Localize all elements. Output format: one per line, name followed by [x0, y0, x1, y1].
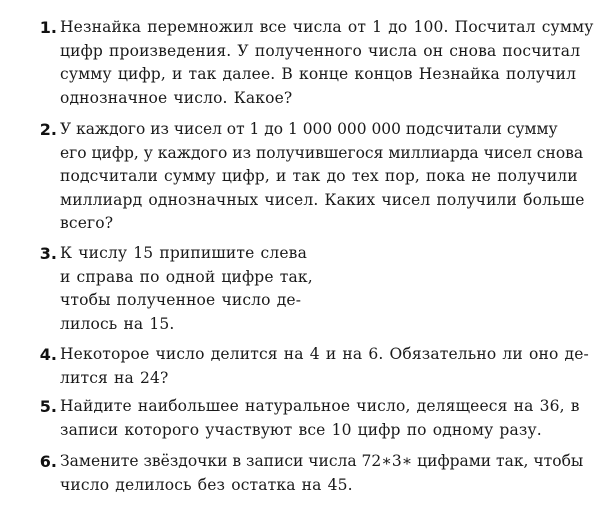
text-line: Найдите наибольшее натуральное число, делящееся на 36, в: [60, 397, 580, 415]
problem-number: 4.: [39, 345, 57, 364]
text-line: всего?: [60, 214, 114, 232]
problem-text: [60, 242, 313, 336]
text-line: и справа по одной цифре так,: [60, 267, 313, 286]
text-line: записи которого участвуют все 10 цифр по одному разу.: [60, 420, 542, 439]
text-line: Замените звёздочки в записи числа 72∗3∗ цифрами так, чтобы: [60, 452, 584, 470]
problem-text: [60, 450, 583, 497]
text-line: цифр произведения. У полученного числа он снова посчитал: [60, 41, 581, 60]
problem-text: [60, 395, 580, 442]
text-line: чтобы полученное число де-: [60, 291, 302, 309]
text-line: однозначное число. Какое?: [60, 88, 293, 107]
text-line: миллиард однозначных чисел. Каких чисел получили больше: [60, 190, 585, 209]
problem-number: 2.: [39, 120, 57, 139]
text-line: лится на 24?: [60, 368, 169, 387]
text-line: сумму цифр, и так далее. В конце концов Незнайка получил: [60, 65, 577, 83]
problem-number: 3.: [39, 244, 57, 263]
problem-text: [60, 16, 594, 110]
problem-number: 1.: [39, 18, 57, 37]
text-line: лилось на 15.: [60, 314, 175, 333]
text-line: подсчитали сумму цифр, и так до тех пор, пока не получили: [60, 167, 578, 185]
problem-number: 5.: [39, 397, 57, 416]
text-line: Некоторое число делится на 4 и на 6. Обязательно ли оно де-: [60, 345, 589, 363]
text-line: его цифр, у каждого из получившегося миллиарда чисел снова: [60, 143, 584, 162]
text-line: число делилось без остатка на 45.: [60, 475, 353, 494]
problem-text: [60, 343, 589, 390]
text-line: Незнайка перемножил все числа от 1 до 100. Посчитал сумму: [60, 18, 594, 36]
text-line: К числу 15 припишите слева: [60, 244, 307, 262]
text-line: У каждого из чисел от 1 до 1 000 000 000 подсчитали сумму: [60, 120, 558, 138]
problem-number: 6.: [39, 452, 57, 471]
problem-text: [60, 118, 585, 236]
